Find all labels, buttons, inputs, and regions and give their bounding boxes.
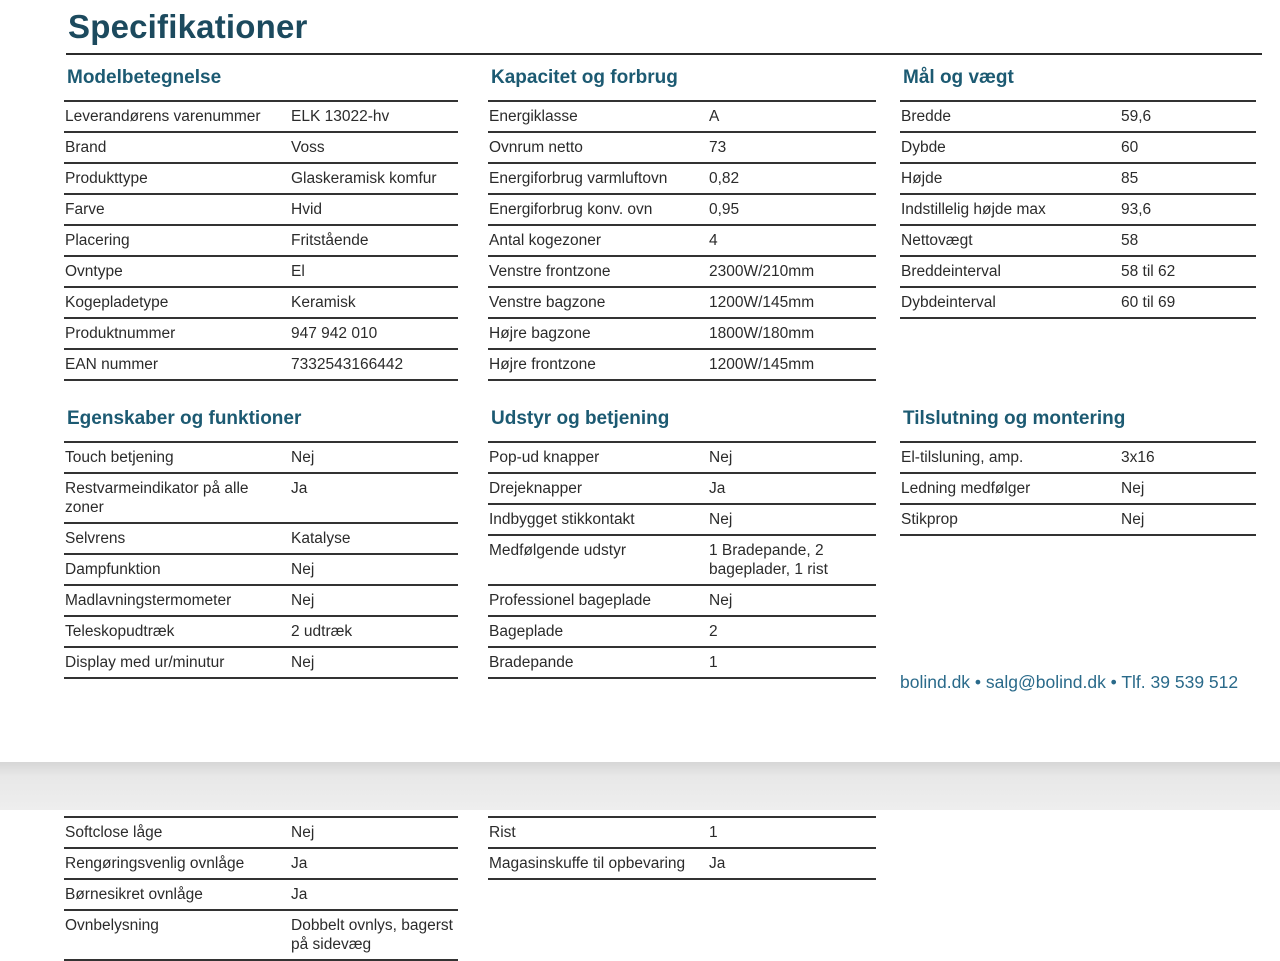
spec-label: Højde [901,170,943,187]
spec-value: 0,95 [709,201,740,218]
spec-label: EAN nummer [65,356,159,373]
spec-label: Ovntype [65,263,123,280]
spec-label: Antal kogezoner [489,232,602,249]
spec-row [900,226,1256,257]
spec-row [64,880,458,911]
spec-value: Nej [291,592,315,609]
spec-value: Nej [709,511,733,528]
spec-value: 2 udtræk [291,623,353,640]
spec-value: Nej [709,449,733,466]
spec-label: Produktnummer [65,325,176,342]
spec-value: El [291,263,305,280]
spec-row [900,164,1256,195]
spec-label: Produkttype [65,170,148,187]
section-page2-mid [488,816,876,880]
spec-value: Nej [1121,511,1145,528]
spec-label: Touch betjening [65,449,174,466]
spec-label: Venstre bagzone [489,294,606,311]
spec-value: 1200W/145mm [709,356,815,373]
spec-row [64,524,458,555]
spec-value: 73 [709,139,727,156]
spec-row [64,443,458,474]
contact-footer: bolind.dk • salg@bolind.dk • Tlf. 39 539 512 [900,672,1239,692]
spec-value: Voss [291,139,325,156]
section-maal-og-vaegt [900,56,1256,319]
spec-row [900,443,1256,474]
spec-label: Bredde [901,108,951,125]
section-modelbetegnelse [64,56,458,381]
spec-row [488,648,876,679]
spec-row [64,555,458,586]
spec-value: Ja [709,855,726,872]
spec-row [488,195,876,226]
spec-row [488,257,876,288]
spec-label: Nettovægt [901,232,973,249]
spec-row [900,133,1256,164]
spec-row [64,474,458,524]
section-heading: Udstyr og betjening [488,397,876,443]
spec-label: Bageplade [489,623,564,640]
spec-label: Teleskopudtræk [65,623,175,640]
section-kapacitet [488,56,876,381]
spec-row [64,257,458,288]
spec-label: Højre bagzone [489,325,591,342]
spec-row [64,818,458,849]
spec-label: Stikprop [901,511,958,528]
spec-value: Nej [291,654,315,671]
spec-row [488,102,876,133]
spec-value: Ja [291,886,308,903]
spec-label: El-tilsluning, amp. [901,449,1024,466]
spec-row [488,133,876,164]
spec-row [488,849,876,880]
title-divider [66,53,1262,55]
spec-value: 1200W/145mm [709,294,815,311]
spec-row [64,164,458,195]
spec-label: Kogepladetype [65,294,169,311]
spec-label: Drejeknapper [489,480,583,497]
spec-value: Nej [291,449,315,466]
spec-row [900,195,1256,226]
spec-value: 1 [709,824,718,841]
spec-row [900,102,1256,133]
spec-label: Dybdeinterval [901,294,996,311]
spec-row [64,849,458,880]
spec-row [900,288,1256,319]
spec-value: Keramisk [291,294,356,311]
spec-row [64,617,458,648]
spec-label: Dybde [901,139,946,156]
spec-row [488,288,876,319]
spec-label: Indbygget stikkontakt [489,511,635,528]
spec-value: Nej [1121,480,1145,497]
spec-row [64,648,458,679]
spec-value: A [709,108,720,125]
spec-row [488,586,876,617]
spec-row [488,319,876,350]
spec-value: 60 [1121,139,1139,156]
spec-value: ELK 13022-hv [291,108,390,125]
spec-label: Ovnbelysning [65,917,159,934]
spec-row [900,505,1256,536]
spec-value: Nej [291,824,315,841]
spec-value: 947 942 010 [291,325,378,342]
spec-label: Selvrens [65,530,126,547]
spec-label: Venstre frontzone [489,263,611,280]
spec-value: 1800W/180mm [709,325,815,342]
spec-row [64,288,458,319]
spec-value: 3x16 [1121,449,1155,466]
spec-label: Professionel bageplade [489,592,652,609]
spec-value: Ja [291,855,308,872]
spec-label: Energiforbrug varmluftovn [489,170,668,187]
spec-value: 2300W/210mm [709,263,815,280]
spec-value: Nej [291,561,315,578]
spec-row [488,443,876,474]
spec-value: 93,6 [1121,201,1152,218]
spec-row [900,257,1256,288]
spec-label: Brand [65,139,107,156]
spec-label: Magasinskuffe til opbevaring [489,855,686,872]
spec-value: 58 til 62 [1121,263,1176,280]
spec-value: 1 [709,654,718,671]
spec-label: Display med ur/minutur [65,654,225,671]
spec-value: 1 Bradepande, 2 bageplader, 1 rist [709,542,828,578]
spec-value: 60 til 69 [1121,294,1176,311]
spec-label: Dampfunktion [65,561,161,578]
spec-row [900,474,1256,505]
section-heading: Tilslutning og montering [900,397,1256,443]
spec-label: Energiklasse [489,108,578,125]
spec-label: Bradepande [489,654,574,671]
spec-value: Hvid [291,201,323,218]
section-page2-left [64,816,458,961]
spec-value: Katalyse [291,530,351,547]
spec-row [488,617,876,648]
spec-value: 85 [1121,170,1139,187]
section-tilslutning [900,397,1256,536]
spec-row [488,536,876,586]
spec-row [64,195,458,226]
spec-label: Indstillelig højde max [901,201,1046,218]
spec-label: Softclose låge [65,824,163,841]
spec-label: Rengøringsvenlig ovnlåge [65,855,245,872]
spec-value: 59,6 [1121,108,1152,125]
spec-value: Dobbelt ovnlys, bagerst på sidevæg [291,917,453,953]
spec-label: Rist [489,824,516,841]
section-heading: Mål og vægt [900,56,1256,102]
spec-label: Medfølgende udstyr [489,542,626,559]
spec-label: Børnesikret ovnlåge [65,886,203,903]
spec-row [64,586,458,617]
spec-row [488,350,876,381]
spec-value: 7332543166442 [291,356,404,373]
spec-row [488,505,876,536]
spec-label: Madlavningstermometer [65,592,232,609]
spec-value: Nej [709,592,733,609]
section-heading: Egenskaber og funktioner [64,397,458,443]
spec-row [64,350,458,381]
spec-value: Ja [291,480,308,497]
section-heading: Kapacitet og forbrug [488,56,876,102]
spec-row [488,164,876,195]
spec-label: Energiforbrug konv. ovn [489,201,653,218]
spec-value: Ja [709,480,726,497]
spec-label: Ledning medfølger [901,480,1031,497]
spec-label: Breddeinterval [901,263,1001,280]
spec-value: 0,82 [709,170,740,187]
section-heading: Modelbetegnelse [64,56,458,102]
spec-value: Fritstående [291,232,369,249]
spec-label: Leverandørens varenummer [65,108,261,125]
spec-value: 58 [1121,232,1139,249]
spec-value: 4 [709,232,718,249]
page-break [0,762,1280,810]
spec-row [64,319,458,350]
spec-value: 2 [709,623,718,640]
spec-row [64,133,458,164]
section-udstyr [488,397,876,679]
spec-row [488,226,876,257]
section-egenskaber [64,397,458,679]
spec-row [64,102,458,133]
spec-row [488,818,876,849]
spec-row [488,474,876,505]
spec-label: Farve [65,201,105,218]
spec-label: Ovnrum netto [489,139,583,156]
spec-value: Glaskeramisk komfur [291,170,437,187]
spec-row [64,911,458,961]
spec-label: Højre frontzone [489,356,596,373]
spec-label: Placering [65,232,130,249]
page-title: Specifikationer [68,8,308,45]
spec-row [64,226,458,257]
spec-label: Restvarmeindikator på alle zoner [65,480,249,516]
spec-label: Pop-ud knapper [489,449,600,466]
